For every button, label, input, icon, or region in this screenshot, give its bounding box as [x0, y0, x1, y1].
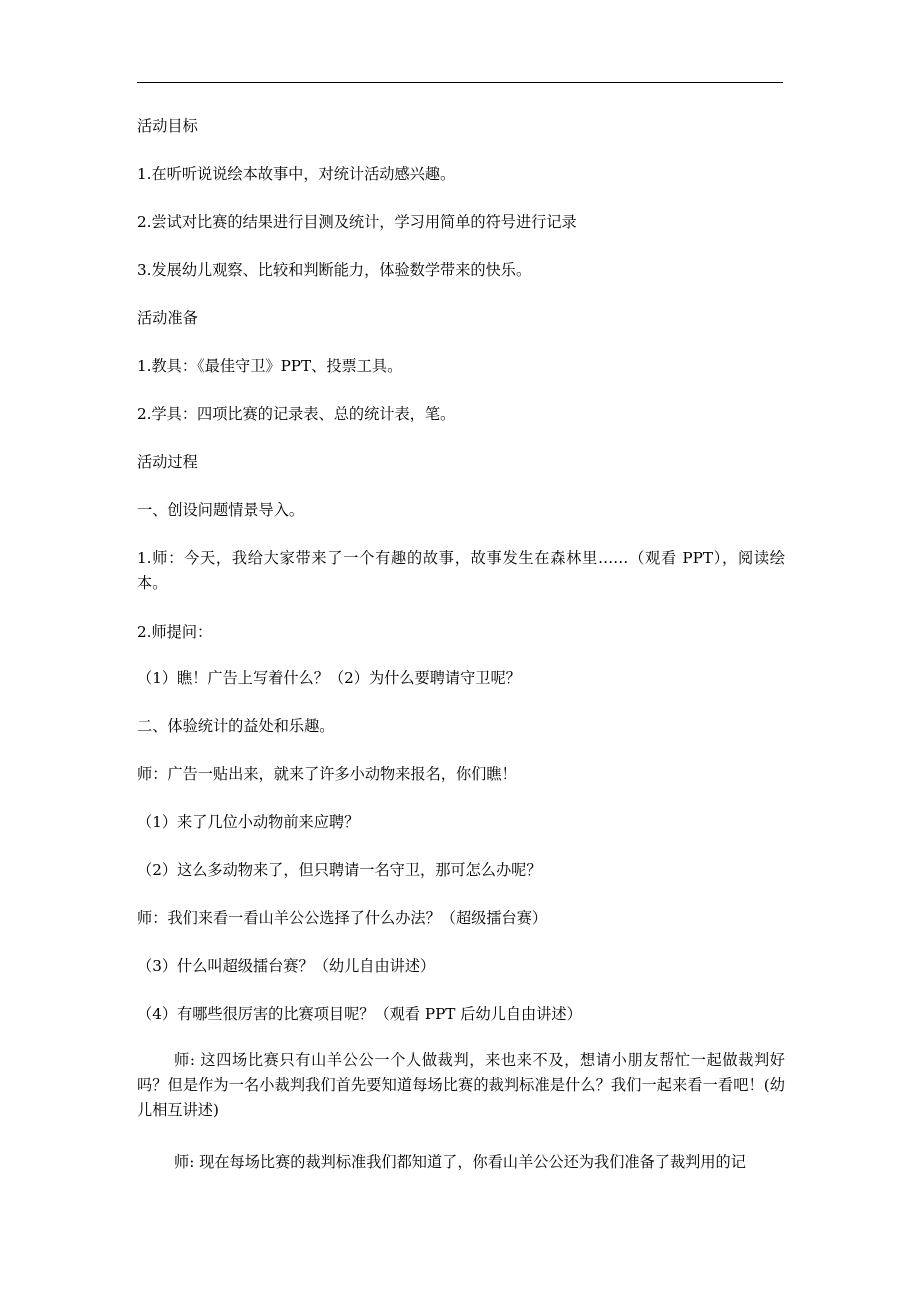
process-step-1: 1.师：今天，我给大家带来了一个有趣的故事，故事发生在森林里……（观看 PPT），阅读绘本。 [137, 549, 785, 592]
section1-title: 一、创设问题情景导入。 [137, 501, 305, 519]
teacher-line-1: 师：广告一贴出来，就来了许多小动物来报名，你们瞧！ [137, 765, 517, 783]
question-2: （2）这么多动物来了，但只聘请一名守卫，那可怎么办呢？ [137, 861, 542, 879]
heading-process: 活动过程 [137, 453, 198, 471]
heading-goals: 活动目标 [137, 117, 198, 135]
question-4: （4）有哪些很厉害的比赛项目呢？（观看 PPT 后幼儿自由讲述） [137, 1005, 582, 1023]
prep-item-1: 1.教具：《最佳守卫》PPT、投票工具。 [137, 357, 403, 375]
paragraph-referee: 师: 这四场比赛只有山羊公公一个人做裁判，来也来不及，想请小朋友帮忙一起做裁判好吗？但是作为一名小裁判我们首先要知道每场比赛的裁判标准是什么？我们一起来看一看吧！(幼儿相互讲述) [137, 1051, 785, 1119]
prep-item-2: 2.学具：四项比赛的记录表、总的统计表，笔。 [137, 405, 456, 423]
step2-questions: （1）瞧！广告上写着什么？（2）为什么要聘请守卫呢？ [137, 669, 521, 687]
question-3: （3）什么叫超级擂台赛？（幼儿自由讲述） [137, 957, 436, 975]
teacher-line-2: 师：我们来看一看山羊公公选择了什么办法？（超级擂台赛） [137, 909, 548, 927]
header-rule [137, 82, 783, 83]
process-step-2: 2.师提问： [137, 623, 213, 641]
goal-item-1: 1.在听听说说绘本故事中，对统计活动感兴趣。 [137, 165, 456, 183]
goal-item-3: 3.发展幼儿观察、比较和判断能力，体验数学带来的快乐。 [137, 261, 532, 279]
question-1: （1）来了几位小动物前来应聘？ [137, 813, 360, 831]
section2-title: 二、体验统计的益处和乐趣。 [137, 717, 335, 735]
heading-prep: 活动准备 [137, 309, 198, 327]
goal-item-2: 2.尝试对比赛的结果进行目测及统计，学习用简单的符号进行记录 [137, 213, 577, 231]
paragraph-record: 师: 现在每场比赛的裁判标准我们都知道了，你看山羊公公还为我们准备了裁判用的记 [174, 1153, 746, 1171]
